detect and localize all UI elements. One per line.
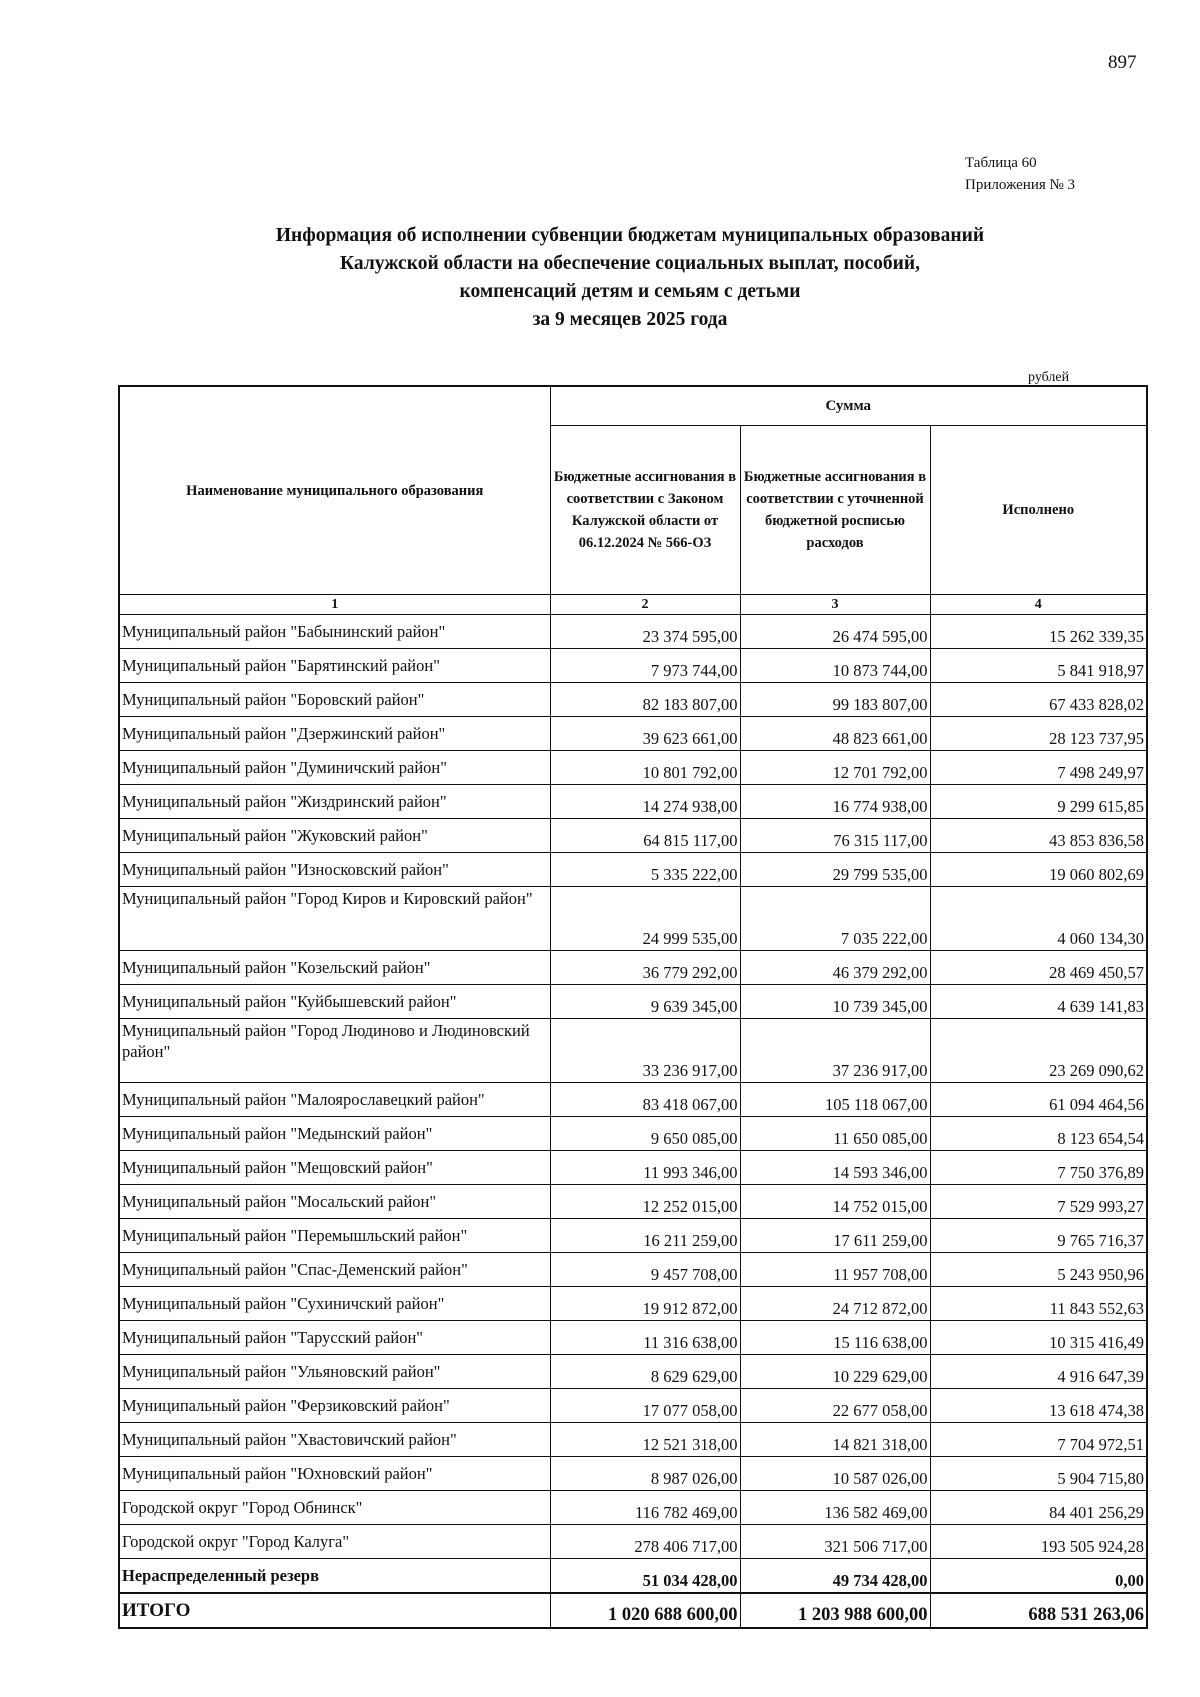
refined-appropriation-cell: 10 229 629,00 [740,1355,930,1389]
municipality-name-cell: Муниципальный район "Боровский район" [119,683,550,717]
refined-appropriation-cell: 12 701 792,00 [740,751,930,785]
refined-appropriation-cell: 22 677 058,00 [740,1389,930,1423]
municipality-name-cell: ИТОГО [119,1593,550,1628]
law-appropriation-cell: 9 639 345,00 [550,985,740,1019]
refined-appropriation-cell: 7 035 222,00 [740,887,930,951]
refined-appropriation-cell: 10 587 026,00 [740,1457,930,1491]
executed-cell: 43 853 836,58 [930,819,1147,853]
table-number: Таблица 60 [965,155,1037,171]
law-appropriation-cell: 14 274 938,00 [550,785,740,819]
budget-table [118,385,1148,1629]
executed-cell: 5 904 715,80 [930,1457,1147,1491]
table-row [119,683,1147,717]
refined-appropriation-cell: 105 118 067,00 [740,1083,930,1117]
table-row [119,1185,1147,1219]
table-row [119,1457,1147,1491]
executed-cell: 7 750 376,89 [930,1151,1147,1185]
law-appropriation-cell: 23 374 595,00 [550,615,740,649]
units-label: рублей [1028,370,1070,385]
law-appropriation-cell: 5 335 222,00 [550,853,740,887]
table-row [119,951,1147,985]
executed-cell: 67 433 828,02 [930,683,1147,717]
municipality-name-cell: Муниципальный район "Мосальский район" [119,1185,550,1219]
executed-cell: 193 505 924,28 [930,1525,1147,1559]
law-appropriation-cell: 11 993 346,00 [550,1151,740,1185]
law-appropriation-cell: 36 779 292,00 [550,951,740,985]
table-row [119,853,1147,887]
municipality-name-cell: Муниципальный район "Перемышльский район" [119,1219,550,1253]
municipality-name-cell: Муниципальный район "Хвастовичский район" [119,1423,550,1457]
table-row [119,1019,1147,1083]
table-row [119,985,1147,1019]
municipality-name-cell: Муниципальный район "Думиничский район" [119,751,550,785]
table-row [119,1491,1147,1525]
law-appropriation-cell: 9 457 708,00 [550,1253,740,1287]
executed-cell: 688 531 263,06 [930,1593,1147,1628]
refined-appropriation-cell: 136 582 469,00 [740,1491,930,1525]
law-appropriation-cell: 83 418 067,00 [550,1083,740,1117]
column-number: 2 [550,595,740,615]
document-title [150,222,1110,334]
table-row [119,717,1147,751]
refined-appropriation-cell: 29 799 535,00 [740,853,930,887]
column-number: 4 [930,595,1147,615]
municipality-name-cell: Муниципальный район "Дзержинский район" [119,717,550,751]
header-municipality-name: Наименование муниципального образования [119,386,550,595]
executed-cell: 11 843 552,63 [930,1287,1147,1321]
executed-cell: 13 618 474,38 [930,1389,1147,1423]
title-line: за 9 месяцев 2025 года [532,309,728,330]
refined-appropriation-cell: 99 183 807,00 [740,683,930,717]
table-row [119,1083,1147,1117]
title-line: Информация об исполнении субвенции бюджетам муниципальных образований [275,225,985,246]
table-row [119,1423,1147,1457]
header-law-appropriations: Бюджетные ассигнования в соответствии с Законом Калужской области от 06.12.2024 № 566-ОЗ [550,426,740,595]
refined-appropriation-cell: 15 116 638,00 [740,1321,930,1355]
law-appropriation-cell: 19 912 872,00 [550,1287,740,1321]
refined-appropriation-cell: 14 593 346,00 [740,1151,930,1185]
municipality-name-cell: Нераспределенный резерв [119,1559,550,1594]
table-row [119,615,1147,649]
refined-appropriation-cell: 10 873 744,00 [740,649,930,683]
table-row [119,1593,1147,1628]
law-appropriation-cell: 12 521 318,00 [550,1423,740,1457]
refined-appropriation-cell: 76 315 117,00 [740,819,930,853]
refined-appropriation-cell: 14 821 318,00 [740,1423,930,1457]
title-line: компенсаций детям и семьям с детьми [459,281,801,302]
municipality-name-cell: Муниципальный район "Жуковский район" [119,819,550,853]
municipality-name-cell: Муниципальный район "Спас-Деменский район" [119,1253,550,1287]
law-appropriation-cell: 10 801 792,00 [550,751,740,785]
refined-appropriation-cell: 17 611 259,00 [740,1219,930,1253]
executed-cell: 19 060 802,69 [930,853,1147,887]
appendix-number: Приложения № 3 [965,177,1076,193]
municipality-name-cell: Городской округ "Город Калуга" [119,1525,550,1559]
municipality-name-cell: Муниципальный район "Тарусский район" [119,1321,550,1355]
executed-cell: 23 269 090,62 [930,1019,1147,1083]
refined-appropriation-cell: 14 752 015,00 [740,1185,930,1219]
executed-cell: 7 529 993,27 [930,1185,1147,1219]
executed-cell: 10 315 416,49 [930,1321,1147,1355]
table-row [119,1321,1147,1355]
refined-appropriation-cell: 48 823 661,00 [740,717,930,751]
executed-cell: 8 123 654,54 [930,1117,1147,1151]
executed-cell: 28 123 737,95 [930,717,1147,751]
refined-appropriation-cell: 321 506 717,00 [740,1525,930,1559]
table-row [119,785,1147,819]
page-number: 897 [1108,52,1137,73]
municipality-name-cell: Муниципальный район "Мещовский район" [119,1151,550,1185]
municipality-name-cell: Муниципальный район "Ферзиковский район" [119,1389,550,1423]
refined-appropriation-cell: 26 474 595,00 [740,615,930,649]
executed-cell: 61 094 464,56 [930,1083,1147,1117]
executed-cell: 28 469 450,57 [930,951,1147,985]
law-appropriation-cell: 51 034 428,00 [550,1559,740,1594]
executed-cell: 9 765 716,37 [930,1219,1147,1253]
executed-cell: 4 639 141,83 [930,985,1147,1019]
title-line: Калужской области на обеспечение социальных выплат, пособий, [340,253,920,274]
law-appropriation-cell: 16 211 259,00 [550,1219,740,1253]
law-appropriation-cell: 8 629 629,00 [550,1355,740,1389]
table-row [119,1253,1147,1287]
municipality-name-cell: Муниципальный район "Город Киров и Кировский район" [119,887,550,951]
refined-appropriation-cell: 11 957 708,00 [740,1253,930,1287]
law-appropriation-cell: 8 987 026,00 [550,1457,740,1491]
table-body [119,615,1147,1629]
refined-appropriation-cell: 49 734 428,00 [740,1559,930,1594]
table-row [119,1355,1147,1389]
executed-cell: 5 243 950,96 [930,1253,1147,1287]
table-row [119,1219,1147,1253]
refined-appropriation-cell: 1 203 988 600,00 [740,1593,930,1628]
table-row [119,649,1147,683]
refined-appropriation-cell: 11 650 085,00 [740,1117,930,1151]
table-row [119,1559,1147,1594]
municipality-name-cell: Муниципальный район "Износковский район" [119,853,550,887]
refined-appropriation-cell: 24 712 872,00 [740,1287,930,1321]
law-appropriation-cell: 1 020 688 600,00 [550,1593,740,1628]
executed-cell: 15 262 339,35 [930,615,1147,649]
column-number: 1 [119,595,550,615]
refined-appropriation-cell: 16 774 938,00 [740,785,930,819]
law-appropriation-cell: 17 077 058,00 [550,1389,740,1423]
law-appropriation-cell: 39 623 661,00 [550,717,740,751]
column-number: 3 [740,595,930,615]
header-sum: Сумма [550,386,1147,426]
law-appropriation-cell: 33 236 917,00 [550,1019,740,1083]
executed-cell: 4 916 647,39 [930,1355,1147,1389]
law-appropriation-cell: 278 406 717,00 [550,1525,740,1559]
executed-cell: 5 841 918,97 [930,649,1147,683]
table-row [119,1389,1147,1423]
law-appropriation-cell: 12 252 015,00 [550,1185,740,1219]
municipality-name-cell: Муниципальный район "Ульяновский район" [119,1355,550,1389]
municipality-name-cell: Муниципальный район "Сухиничский район" [119,1287,550,1321]
law-appropriation-cell: 7 973 744,00 [550,649,740,683]
executed-cell: 7 704 972,51 [930,1423,1147,1457]
executed-cell: 0,00 [930,1559,1147,1594]
table-row [119,1117,1147,1151]
executed-cell: 4 060 134,30 [930,887,1147,951]
table-row [119,751,1147,785]
table-row [119,1151,1147,1185]
law-appropriation-cell: 11 316 638,00 [550,1321,740,1355]
executed-cell: 7 498 249,97 [930,751,1147,785]
law-appropriation-cell: 82 183 807,00 [550,683,740,717]
law-appropriation-cell: 116 782 469,00 [550,1491,740,1525]
municipality-name-cell: Городской округ "Город Обнинск" [119,1491,550,1525]
header-executed: Исполнено [930,426,1147,595]
municipality-name-cell: Муниципальный район "Бабынинский район" [119,615,550,649]
table-row [119,819,1147,853]
executed-cell: 84 401 256,29 [930,1491,1147,1525]
municipality-name-cell: Муниципальный район "Барятинский район" [119,649,550,683]
refined-appropriation-cell: 46 379 292,00 [740,951,930,985]
municipality-name-cell: Муниципальный район "Город Людиново и Людиновский район" [119,1019,550,1083]
header-refined-appropriations: Бюджетные ассигнования в соответствии с уточненной бюджетной росписью расходов [740,426,930,595]
table-row [119,1525,1147,1559]
law-appropriation-cell: 64 815 117,00 [550,819,740,853]
executed-cell: 9 299 615,85 [930,785,1147,819]
municipality-name-cell: Муниципальный район "Малоярославецкий район" [119,1083,550,1117]
table-row [119,887,1147,951]
law-appropriation-cell: 9 650 085,00 [550,1117,740,1151]
municipality-name-cell: Муниципальный район "Медынский район" [119,1117,550,1151]
municipality-name-cell: Муниципальный район "Козельский район" [119,951,550,985]
refined-appropriation-cell: 37 236 917,00 [740,1019,930,1083]
municipality-name-cell: Муниципальный район "Жиздринский район" [119,785,550,819]
table-row [119,1287,1147,1321]
law-appropriation-cell: 24 999 535,00 [550,887,740,951]
municipality-name-cell: Муниципальный район "Юхновский район" [119,1457,550,1491]
municipality-name-cell: Муниципальный район "Куйбышевский район" [119,985,550,1019]
table-reference [965,152,1075,196]
refined-appropriation-cell: 10 739 345,00 [740,985,930,1019]
